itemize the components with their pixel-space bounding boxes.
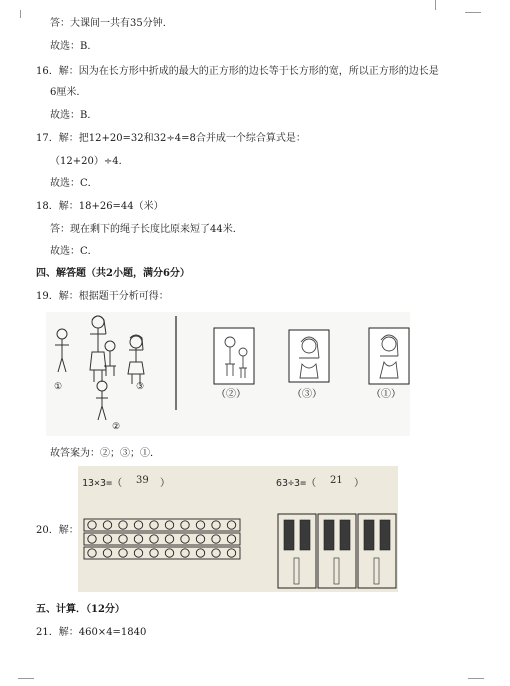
answer-line: 答：现在剩下的绳子长度比原来短了44米． <box>50 224 243 235</box>
equation-20-a-close: ） <box>160 478 170 489</box>
choice-line: 故选：C． <box>50 178 98 189</box>
figure-19 <box>46 312 410 436</box>
answer-20-b: 21 <box>330 475 343 486</box>
equation-20-b-close: ） <box>354 478 364 489</box>
solution-18: 18．解：18+26=44（米） <box>36 201 164 212</box>
crop-mark <box>435 0 436 10</box>
equation-20-a: 13×3=（ <box>82 478 123 489</box>
section-heading-4: 四、解答题（共2小题，满分6分） <box>36 268 190 279</box>
single-stick <box>374 558 379 584</box>
crop-mark <box>18 678 34 679</box>
ten-stick-bundle <box>340 520 350 550</box>
answer-paren-3: （①） <box>371 389 401 400</box>
choice-line: 故选：C． <box>50 246 98 257</box>
solution-16-cont: 6厘米． <box>50 87 87 98</box>
single-stick <box>334 558 339 584</box>
solution-17-cont: （12+20）÷4． <box>50 156 129 167</box>
figure-20 <box>78 466 398 592</box>
solution-20: 20．解： <box>36 525 79 536</box>
answer-paren-2: （③） <box>292 389 322 400</box>
crop-mark <box>468 678 484 679</box>
figure-19-drawing <box>46 312 410 436</box>
solution-21: 21．解：460×4=1840 <box>36 627 147 638</box>
equation-20-b: 63÷3=（ <box>276 478 317 489</box>
ten-stick-bundle <box>300 520 310 550</box>
answer-line: 答：大课间一共有35分钟． <box>50 18 173 29</box>
ten-stick-bundle <box>324 520 334 550</box>
circle-label-3: ③ <box>136 382 145 392</box>
answer-20-a: 39 <box>136 475 149 486</box>
single-stick <box>294 558 299 584</box>
section-heading-5: 五、计算．（12分） <box>36 604 125 615</box>
crop-mark <box>20 10 21 18</box>
choice-line: 故选：B． <box>50 110 98 121</box>
ten-stick-bundle <box>364 520 374 550</box>
ten-stick-bundle <box>380 520 390 550</box>
ten-stick-bundle <box>284 520 294 550</box>
crop-mark <box>465 12 481 13</box>
solution-16: 16．解：因为在长方形中折成的最大的正方形的边长等于长方形的宽，所以正方形的边长是 <box>36 66 439 77</box>
solution-17: 17．解：把12+20=32和32÷4=8合并成一个综合算式是： <box>36 133 306 144</box>
answer-19: 故答案为：②；③；①． <box>50 448 160 459</box>
circle-label-1: ① <box>54 382 63 392</box>
solution-19: 19．解：根据题干分析可得： <box>36 291 169 302</box>
figure-20-drawing <box>78 466 398 592</box>
choice-line: 故选：B． <box>50 41 98 52</box>
circle-label-2: ② <box>112 422 121 432</box>
answer-paren-1: （②） <box>216 389 246 400</box>
